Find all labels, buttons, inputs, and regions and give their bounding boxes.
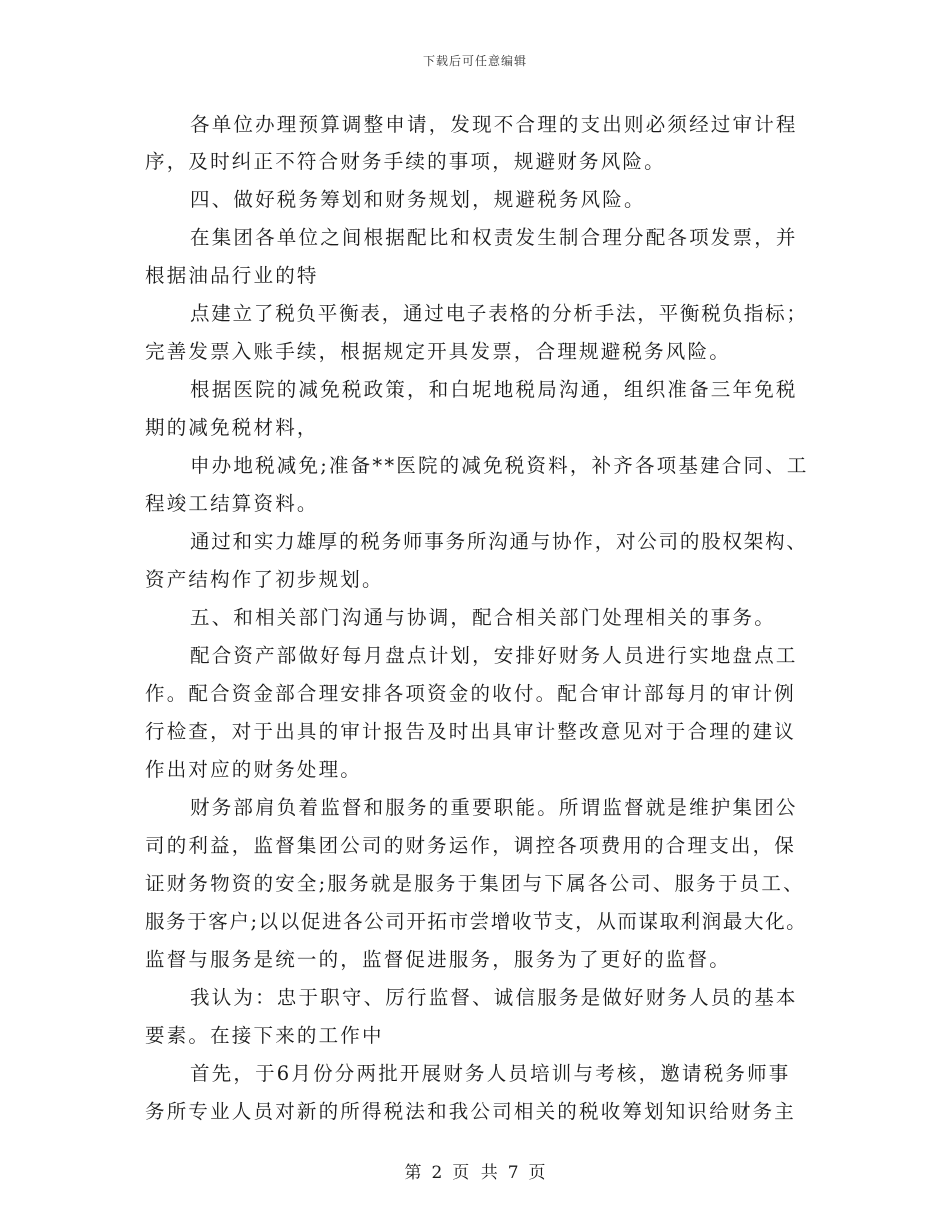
text-line: 服务于客户;以以促进各公司开拓市尝增收节支，从而谋取利润最大化。 [145,910,808,933]
text-line: 申办地税减免;准备**医院的减免税资料，补齐各项基建合同、工 [190,454,809,477]
text-line: 监督与服务是统一的，监督促进服务，服务为了更好的监督。 [145,948,731,971]
page-header: 下载后可任意编辑 [422,54,527,68]
text-line: 通过和实力雄厚的税务师事务所沟通与协作，对公司的股权架构、 [190,530,808,553]
text-line: 点建立了税负平衡表，通过电子表格的分析手法，平衡税负指标； [190,302,808,325]
footer-prefix: 第 [404,1163,422,1183]
text-line: 作。配合资金部合理安排各项资金的收付。配合审计部每月的审计例 [145,682,797,705]
text-line: 证财务物资的安全;服务就是服务于集团与下属各公司、服务于员工、 [145,872,805,895]
text-line: 四、做好税务筹划和财务规划，规避税务风险。 [190,188,646,211]
text-line: 务所专业人员对新的所得税法和我公司相关的税收筹划知识给财务主 [145,1100,797,1123]
text-line: 期的减免税材料， [145,416,319,439]
current-page-number: 2 [431,1163,443,1183]
text-line: 财务部肩负着监督和服务的重要职能。所谓监督就是维护集团公 [190,796,798,819]
text-line: 程竣工结算资料。 [145,492,319,515]
text-line: 资产结构作了初步规划。 [145,568,384,591]
total-page-number: 7 [507,1163,519,1183]
text-line: 要素。在接下来的工作中 [145,1024,384,1047]
text-line: 配合资产部做好每月盘点计划，安排好财务人员进行实地盘点工 [190,644,798,667]
text-line: 各单位办理预算调整申请，发现不合理的支出则必须经过审计程 [190,113,798,136]
text-line: 司的利益，监督集团公司的财务运作，调控各项费用的合理支出，保 [145,834,797,857]
text-line: 根据医院的减免税政策，和白坭地税局沟通，组织准备三年免税 [190,378,798,401]
text-line: 序，及时纠正不符合财务手续的事项，规避财务风险。 [145,150,666,173]
footer-middle: 页 共 [452,1163,498,1183]
text-line: 作出对应的财务处理。 [145,758,363,781]
text-line: 根据油品行业的特 [145,264,319,287]
footer-suffix: 页 [528,1163,546,1183]
text-line: 我认为：忠于职守、厉行监督、诚信服务是做好财务人员的基本 [190,986,798,1009]
text-line: 在集团各单位之间根据配比和权责发生制合理分配各项发票，并 [190,226,798,249]
text-line: 五、和相关部门沟通与协调，配合相关部门处理相关的事务。 [190,606,776,629]
text-line: 首先，于6月份分两批开展财务人员培训与考核，邀请税务师事 [190,1062,791,1085]
text-line: 行检查，对于出具的审计报告及时出具审计整改意见对于合理的建议 [145,720,797,743]
text-line: 完善发票入账手续，根据规定开具发票，合理规避税务风险。 [145,340,731,363]
page-footer [0,1158,950,1183]
